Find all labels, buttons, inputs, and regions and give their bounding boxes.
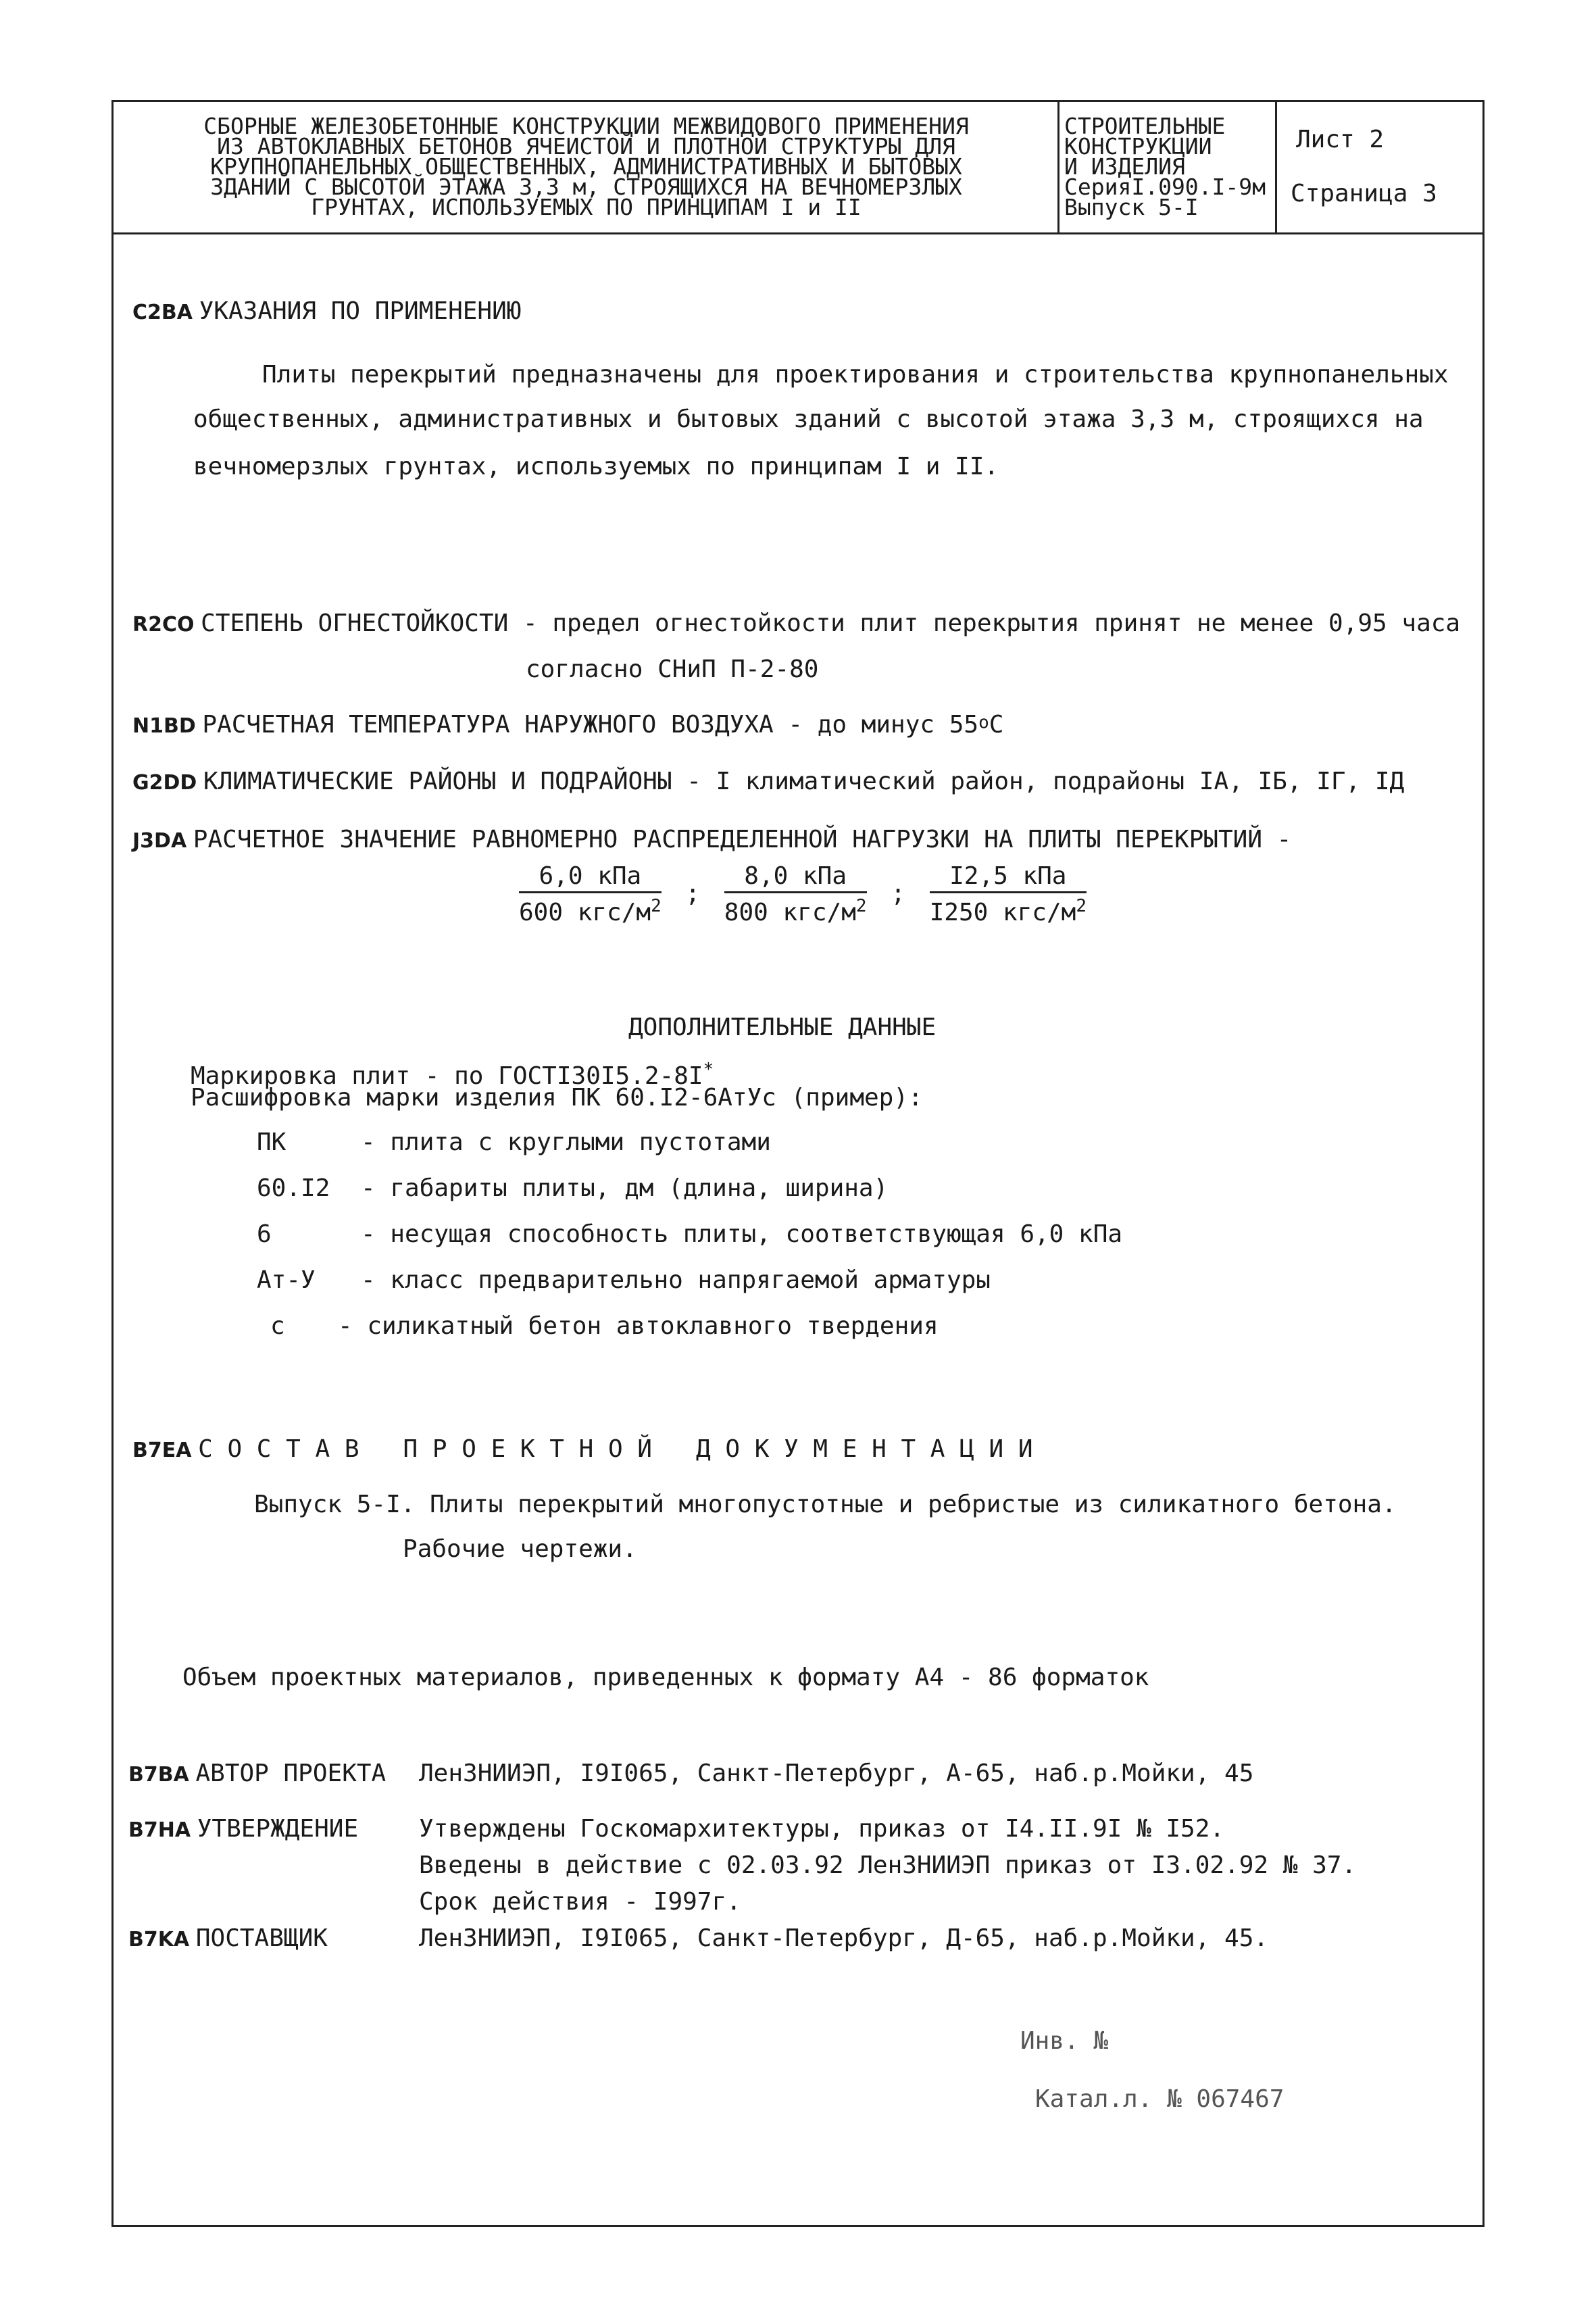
decode-key: ПК [257, 1128, 286, 1156]
load-values [519, 862, 1087, 926]
load-exp: 2 [1076, 896, 1087, 916]
header-divider [111, 232, 1485, 234]
supplier-row [128, 1924, 328, 1952]
series-block [1064, 113, 1266, 220]
load-separator: ; [891, 879, 905, 907]
load-row [132, 826, 1291, 853]
title-line: ГРУНТАХ, ИСПОЛЬЗУЕМЫХ ПО ПРИНЦИПАМ I и II [311, 194, 862, 220]
climate-row [132, 768, 1404, 795]
decode-value: - класс предварительно напрягаемой арматуры [361, 1266, 991, 1294]
load-kgs: 600 кгс/м [519, 899, 651, 926]
load-kpa: 8,0 кПа [724, 862, 867, 893]
supplier-value: ЛенЗНИИЭП, I9I065, Санкт-Петербург, Д-65, наб.р.Мойки, 45. [419, 1924, 1269, 1952]
section-code: B7HA [128, 1818, 191, 1842]
approval-label: УТВЕРЖДЕНИЕ [197, 1815, 359, 1843]
load-fraction [519, 862, 662, 926]
application-text-line: общественных, административных и бытовых зданий с высотой этажа 3,3 м, строящихся на [193, 405, 1424, 433]
load-kgs: 800 кгс/м [724, 899, 856, 926]
temperature-unit: С [989, 711, 1004, 739]
decode-line: Расшифровка марки изделия ПК 60.I2-6АтУс (пример): [191, 1084, 923, 1112]
series-line: Выпуск 5-I [1064, 194, 1199, 220]
fire-text-2: согласно СНиП П-2-80 [526, 655, 819, 683]
author-label: АВТОР ПРОЕКТА [195, 1760, 386, 1787]
decode-key: 6 [257, 1220, 272, 1248]
load-kpa: 6,0 кПа [519, 862, 662, 893]
series-line: СТРОИТЕЛЬНЫЕ [1064, 113, 1226, 139]
section-code: C2BA [132, 301, 193, 324]
page-number: Страница 3 [1291, 180, 1437, 207]
application-text-line: вечномерзлых грунтах, используемых по принципам I и II. [193, 453, 999, 480]
temperature-text: РАСЧЕТНАЯ ТЕМПЕРАТУРА НАРУЖНОГО ВОЗДУХА - до минус 55 [202, 711, 979, 739]
application-text-line: Плиты перекрытий предназначены для проектирования и строительства крупнопанельных [262, 361, 1449, 389]
approval-line: Срок действия - I997г. [419, 1888, 741, 1916]
catalog-number: Катал.л. № 067467 [1035, 2085, 1285, 2113]
title-line: КРУПНОПАНЕЛЬНЫХ ОБЩЕСТВЕННЫХ, АДМИНИСТРАТИВНЫХ И БЫТОВЫХ [210, 153, 962, 180]
application-heading-row [132, 297, 521, 325]
inventory-label: Инв. № [1020, 2027, 1109, 2055]
title-line: ИЗ АВТОКЛАВНЫХ БЕТОНОВ ЯЧЕИСТОЙ И ПЛОТНОЙ СТРУКТУРЫ ДЛЯ [217, 133, 955, 159]
composition-heading: С О С Т А В П Р О Е К Т Н О Й Д О К У М Е Н Т А Ц И И [198, 1435, 1033, 1463]
decode-key: Ат-У [257, 1266, 316, 1294]
volume-line: Объем проектных материалов, приведенных к формату А4 - 86 форматок [182, 1664, 1149, 1691]
marking-star: * [703, 1060, 714, 1080]
document-title [118, 113, 1054, 220]
decode-value: - габариты плиты, дм (длина, ширина) [361, 1174, 889, 1202]
composition-line: Выпуск 5-I. Плиты перекрытий многопустотные и ребристые из силикатного бетона. [254, 1491, 1397, 1518]
section-heading: УКАЗАНИЯ ПО ПРИМЕНЕНИЮ [199, 297, 522, 325]
decode-key: 60.I2 [257, 1174, 330, 1202]
series-line: СерияI.090.I-9м [1064, 174, 1266, 200]
climate-text: КЛИМАТИЧЕСКИЕ РАЙОНЫ И ПОДРАЙОНЫ - I климатический район, подрайоны IА, IБ, IГ, IД [203, 768, 1405, 795]
composition-heading-row [132, 1435, 1033, 1463]
section-code: N1BD [132, 714, 196, 738]
section-code: R2CO [132, 613, 195, 637]
author-value: ЛенЗНИИЭП, I9I065, Санкт-Петербург, А-65, наб.р.Мойки, 45 [419, 1760, 1254, 1787]
load-separator: ; [685, 879, 701, 907]
title-line: СБОРНЫЕ ЖЕЛЕЗОБЕТОННЫЕ КОНСТРУКЦИИ МЕЖВИДОВОГО ПРИМЕНЕНИЯ [203, 113, 969, 139]
title-line: ЗДАНИЙ С ВЫСОТОЙ ЭТАЖА 3,3 м, СТРОЯЩИХСЯ НА ВЕЧНОМЕРЗЛЫХ [210, 174, 962, 200]
additional-heading: ДОПОЛНИТЕЛЬНЫЕ ДАННЫЕ [628, 1014, 937, 1041]
load-kpa: I2,5 кПа [930, 862, 1087, 893]
series-line: КОНСТРУКЦИИ [1064, 133, 1212, 159]
header-divider-1 [1057, 100, 1059, 234]
fire-row [132, 609, 1460, 637]
author-row [128, 1760, 386, 1787]
section-code: J3DA [132, 829, 187, 853]
approval-row [128, 1815, 358, 1843]
temperature-row [132, 711, 1003, 739]
load-kgs: I250 кгс/м [929, 899, 1076, 926]
load-fraction [724, 862, 867, 926]
header-divider-2 [1275, 100, 1277, 234]
decode-value: - силикатный бетон автоклавного твердения [338, 1312, 939, 1340]
section-code: B7KA [128, 1928, 190, 1951]
degree-mark: о [978, 712, 989, 733]
approval-line: Введены в действие с 02.03.92 ЛенЗНИИЭП приказ от I3.02.92 № 37. [419, 1851, 1357, 1879]
fire-text: СТЕПЕНЬ ОГНЕСТОЙКОСТИ - предел огнестойкости плит перекрытия принят не менее 0,95 часа [201, 609, 1461, 637]
load-text: РАСЧЕТНОЕ ЗНАЧЕНИЕ РАВНОМЕРНО РАСПРЕДЕЛЕННОЙ НАГРУЗКИ НА ПЛИТЫ ПЕРЕКРЫТИЙ - [193, 826, 1292, 853]
decode-key: с [270, 1312, 285, 1340]
series-line: И ИЗДЕЛИЯ [1064, 153, 1185, 180]
approval-line: Утверждены Госкомархитектуры, приказ от I4.II.9I № I52. [419, 1815, 1225, 1843]
decode-value: - несущая способность плиты, соответствующая 6,0 кПа [361, 1220, 1123, 1248]
section-code: B7BA [128, 1763, 189, 1787]
section-code: G2DD [132, 771, 197, 795]
load-exp: 2 [855, 896, 867, 916]
section-code: B7EA [132, 1439, 192, 1462]
load-exp: 2 [651, 896, 662, 916]
sheet-number: Лист 2 [1296, 126, 1385, 153]
composition-line: Рабочие чертежи. [403, 1535, 637, 1563]
decode-value: - плита с круглыми пустотами [361, 1128, 771, 1156]
marking-text: Маркировка плит - по ГОСТI30I5.2-8I [191, 1062, 703, 1090]
load-fraction [930, 862, 1087, 926]
supplier-label: ПОСТАВЩИК [195, 1924, 328, 1952]
